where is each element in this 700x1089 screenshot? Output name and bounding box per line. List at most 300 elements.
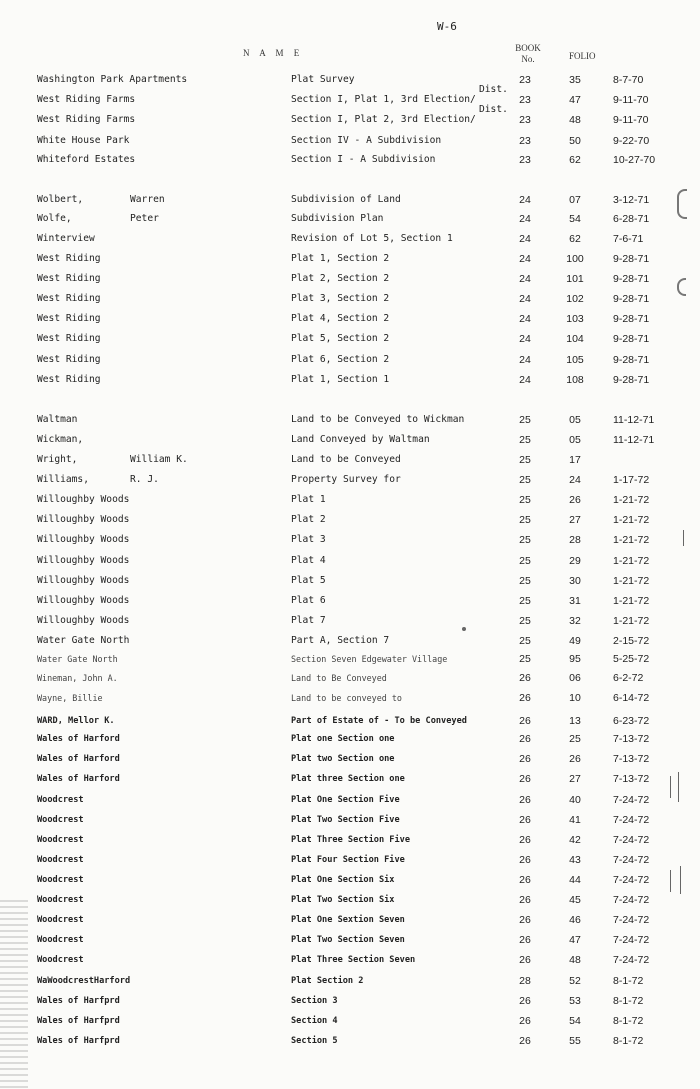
table-row: [0, 973, 700, 989]
entry-book-number: 25: [519, 414, 531, 426]
entry-name: Wolfe,: [37, 213, 72, 224]
entry-folio-number: 47: [569, 94, 581, 106]
entry-description: Land to be conveyed to: [291, 693, 402, 703]
entry-name: West Riding: [37, 374, 101, 385]
entry-folio-number: 103: [566, 313, 584, 325]
table-row: [0, 92, 700, 108]
entry-book-number: 26: [519, 794, 531, 806]
entry-description: Plat Three Section Five: [291, 835, 410, 845]
entry-date: 5-25-72: [613, 653, 650, 665]
entry-description: Plat 3, Section 2: [291, 293, 390, 304]
table-row: [0, 271, 700, 287]
table-row: [0, 291, 700, 307]
entry-book-number: 26: [519, 854, 531, 866]
entry-folio-number: 29: [569, 555, 581, 567]
entry-date: 1-21-72: [613, 575, 650, 587]
entry-name: Wolbert,: [37, 194, 84, 205]
entry-date: 7-13-72: [613, 733, 650, 745]
table-row: [0, 892, 700, 908]
table-row: [0, 633, 700, 649]
entry-book-number: 28: [519, 975, 531, 987]
entry-description: Section I, Plat 2, 3rd Election/: [291, 114, 476, 125]
entry-date: 6-23-72: [613, 715, 650, 727]
entry-folio-number: 46: [569, 914, 581, 926]
entry-date: 7-24-72: [613, 914, 650, 926]
entry-book-number: 24: [519, 273, 531, 285]
entry-book-number: 26: [519, 773, 531, 785]
dist-annotation: Dist.: [479, 104, 508, 115]
entry-book-number: 26: [519, 934, 531, 946]
entry-book-number: 26: [519, 1015, 531, 1027]
margin-line-mark: [670, 870, 671, 892]
entry-folio-number: 62: [569, 233, 581, 245]
entry-folio-number: 53: [569, 995, 581, 1007]
entry-name: Woodcrest: [37, 875, 84, 885]
entry-book-number: 26: [519, 672, 531, 684]
entry-folio-number: 47: [569, 934, 581, 946]
entry-book-number: 24: [519, 253, 531, 265]
entry-date: 1-21-72: [613, 494, 650, 506]
entry-date: 9-28-71: [613, 273, 650, 285]
entry-name: West Riding Farms: [37, 114, 136, 125]
entry-folio-number: 95: [569, 653, 581, 665]
entry-folio-number: 62: [569, 154, 581, 166]
entry-folio-number: 105: [566, 354, 584, 366]
entry-folio-number: 31: [569, 595, 581, 607]
entry-date: 9-28-71: [613, 313, 650, 325]
entry-folio-number: 42: [569, 834, 581, 846]
entry-book-number: 26: [519, 894, 531, 906]
entry-name: Wales of Harfprd: [37, 1036, 120, 1046]
entry-book-number: 25: [519, 635, 531, 647]
entry-date: 9-28-71: [613, 333, 650, 345]
entry-date: 8-1-72: [613, 975, 644, 987]
table-row: [0, 352, 700, 368]
table-row: [0, 452, 700, 468]
table-row: [0, 771, 700, 787]
scan-edge-artifact: [0, 900, 28, 1089]
entry-book-number: 26: [519, 874, 531, 886]
entry-description: Section I, Plat 1, 3rd Election/: [291, 94, 476, 105]
entry-folio-number: 50: [569, 135, 581, 147]
entry-name: WaWoodcrestHarford: [37, 976, 131, 986]
entry-book-number: 24: [519, 194, 531, 206]
entry-book-number: 25: [519, 494, 531, 506]
entry-folio-number: 05: [569, 414, 581, 426]
entry-book-number: 24: [519, 313, 531, 325]
entry-first-name: Peter: [130, 213, 159, 224]
table-row: [0, 932, 700, 948]
entry-name: Wickman,: [37, 434, 84, 445]
entry-folio-number: 17: [569, 454, 581, 466]
entry-date: 7-24-72: [613, 834, 650, 846]
entry-folio-number: 25: [569, 733, 581, 745]
entry-date: 7-24-72: [613, 854, 650, 866]
entry-date: 9-28-71: [613, 354, 650, 366]
table-row: [0, 713, 700, 729]
margin-line-mark: [683, 530, 684, 546]
entry-folio-number: 05: [569, 434, 581, 446]
entry-description: Plat One Sextion Seven: [291, 915, 405, 925]
ink-dot: [462, 627, 466, 631]
entry-date: 10-27-70: [613, 154, 656, 166]
entry-folio-number: 28: [569, 534, 581, 546]
entry-book-number: 23: [519, 94, 531, 106]
table-row: [0, 512, 700, 528]
entry-book-number: 26: [519, 692, 531, 704]
entry-description: Section Seven Edgewater Village: [291, 654, 448, 664]
entry-date: 8-1-72: [613, 995, 644, 1007]
entry-folio-number: 45: [569, 894, 581, 906]
entry-description: Part A, Section 7: [291, 635, 390, 646]
entry-book-number: 24: [519, 333, 531, 345]
entry-book-number: 24: [519, 213, 531, 225]
table-row: [0, 690, 700, 706]
entry-name: Woodcrest: [37, 835, 84, 845]
entry-name: Woodcrest: [37, 935, 84, 945]
entry-description: Plat 2: [291, 514, 326, 525]
entry-book-number: 23: [519, 135, 531, 147]
entry-name: Woodcrest: [37, 895, 84, 905]
entry-book-number: 25: [519, 653, 531, 665]
entry-name: West Riding: [37, 253, 101, 264]
entry-name: White House Park: [37, 135, 130, 146]
entry-book-number: 25: [519, 474, 531, 486]
entry-date: 9-22-70: [613, 135, 650, 147]
entry-folio-number: 101: [566, 273, 584, 285]
entry-folio-number: 54: [569, 213, 581, 225]
entry-description: Land to be Conveyed: [291, 454, 401, 465]
entry-description: Land Conveyed by Waltman: [291, 434, 430, 445]
table-row: [0, 211, 700, 227]
entry-date: 8-1-72: [613, 1015, 644, 1027]
entry-description: Revision of Lot 5, Section 1: [291, 233, 453, 244]
entry-date: 6-14-72: [613, 692, 650, 704]
entry-name: Wales of Harford: [37, 734, 120, 744]
entry-name: Wayne, Billie: [37, 693, 103, 703]
entry-folio-number: 24: [569, 474, 581, 486]
entry-name: Woodcrest: [37, 855, 84, 865]
entry-date: 2-15-72: [613, 635, 650, 647]
entry-book-number: 25: [519, 595, 531, 607]
table-row: [0, 1033, 700, 1049]
entry-book-number: 26: [519, 834, 531, 846]
table-row: [0, 372, 700, 388]
margin-line-mark: [670, 776, 671, 798]
entry-book-number: 23: [519, 74, 531, 86]
table-row: [0, 731, 700, 747]
entry-description: Plat 4, Section 2: [291, 313, 390, 324]
entry-date: 7-24-72: [613, 874, 650, 886]
entry-description: Section IV - A Subdivision: [291, 135, 442, 146]
book-header-line1: BOOK: [515, 43, 541, 53]
entry-book-number: 24: [519, 293, 531, 305]
entry-name: Woodcrest: [37, 815, 84, 825]
entry-name: Willoughby Woods: [37, 555, 130, 566]
entry-description: Section I - A Subdivision: [291, 154, 436, 165]
entry-name: Willoughby Woods: [37, 514, 130, 525]
entry-folio-number: 26: [569, 753, 581, 765]
table-row: [0, 532, 700, 548]
entry-folio-number: 48: [569, 114, 581, 126]
table-row: [0, 670, 700, 686]
entry-name: Wright,: [37, 454, 78, 465]
entry-folio-number: 35: [569, 74, 581, 86]
entry-book-number: 26: [519, 954, 531, 966]
entry-name: Willoughby Woods: [37, 494, 130, 505]
entry-name: West Riding: [37, 273, 101, 284]
entry-date: 1-17-72: [613, 474, 650, 486]
entry-folio-number: 32: [569, 615, 581, 627]
entry-book-number: 25: [519, 434, 531, 446]
entry-date: 7-13-72: [613, 753, 650, 765]
table-row: [0, 472, 700, 488]
table-row: [0, 912, 700, 928]
name-column-header: N A M E: [243, 48, 304, 58]
entry-folio-number: 55: [569, 1035, 581, 1047]
entry-description: Plat Four Section Five: [291, 855, 405, 865]
entry-description: Plat Section 2: [291, 976, 364, 986]
table-row: [0, 613, 700, 629]
entry-book-number: 26: [519, 715, 531, 727]
entry-description: Plat 5: [291, 575, 326, 586]
entry-date: 11-12-71: [613, 414, 655, 426]
entry-folio-number: 26: [569, 494, 581, 506]
entry-description: Plat Two Section Five: [291, 815, 400, 825]
table-row: [0, 432, 700, 448]
table-row: [0, 751, 700, 767]
entry-folio-number: 102: [566, 293, 584, 305]
entry-name: Wales of Harfprd: [37, 996, 120, 1006]
entry-description: Section 5: [291, 1036, 338, 1046]
entry-name: Wales of Harfprd: [37, 1016, 120, 1026]
table-row: [0, 492, 700, 508]
entry-name: West Riding: [37, 313, 101, 324]
entry-date: 1-21-72: [613, 514, 650, 526]
entry-description: Plat 1: [291, 494, 326, 505]
entry-folio-number: 13: [569, 715, 581, 727]
entry-folio-number: 54: [569, 1015, 581, 1027]
dist-annotation: Dist.: [479, 84, 508, 95]
table-row: [0, 832, 700, 848]
table-row: [0, 573, 700, 589]
entry-date: 1-21-72: [613, 615, 650, 627]
entry-book-number: 23: [519, 154, 531, 166]
entry-book-number: 25: [519, 615, 531, 627]
entry-book-number: 24: [519, 354, 531, 366]
entry-first-name: Warren: [130, 194, 165, 205]
entry-folio-number: 41: [569, 814, 581, 826]
entry-date: 7-24-72: [613, 814, 650, 826]
page-id: W-6: [437, 20, 457, 33]
table-row: [0, 192, 700, 208]
entry-name: Wineman, John A.: [37, 673, 118, 683]
entry-date: 9-28-71: [613, 253, 650, 265]
entry-book-number: 25: [519, 534, 531, 546]
entry-book-number: 25: [519, 454, 531, 466]
entry-name: Whiteford Estates: [37, 154, 136, 165]
entry-book-number: 24: [519, 233, 531, 245]
entry-folio-number: 104: [566, 333, 584, 345]
entry-date: 7-24-72: [613, 794, 650, 806]
table-row: [0, 112, 700, 128]
entry-description: Plat Two Section Six: [291, 895, 395, 905]
entry-folio-number: 108: [566, 374, 584, 386]
entry-book-number: 25: [519, 514, 531, 526]
table-row: [0, 872, 700, 888]
entry-name: West Riding: [37, 333, 101, 344]
folio-column-header: FOLIO: [569, 51, 596, 61]
entry-book-number: 26: [519, 733, 531, 745]
entry-description: Plat 3: [291, 534, 326, 545]
entry-folio-number: 07: [569, 194, 581, 206]
table-row: [0, 993, 700, 1009]
entry-description: Plat Three Section Seven: [291, 955, 416, 965]
margin-bracket-mark: [677, 189, 687, 219]
entry-name: Woodcrest: [37, 795, 84, 805]
entry-date: 1-21-72: [613, 555, 650, 567]
entry-folio-number: 52: [569, 975, 581, 987]
entry-folio-number: 100: [566, 253, 584, 265]
table-row: [0, 651, 700, 667]
entry-description: Plat 6: [291, 595, 326, 606]
entry-description: Plat 2, Section 2: [291, 273, 390, 284]
table-row: [0, 412, 700, 428]
entry-description: Part of Estate of - To be Conveyed: [291, 716, 467, 726]
table-row: [0, 311, 700, 327]
entry-date: 7-6-71: [613, 233, 644, 245]
entry-name: West Riding: [37, 354, 101, 365]
table-row: [0, 952, 700, 968]
entry-description: Plat 1, Section 1: [291, 374, 390, 385]
entry-book-number: 26: [519, 995, 531, 1007]
entry-description: Section 3: [291, 996, 338, 1006]
entry-description: Subdivision Plan: [291, 213, 384, 224]
entry-description: Plat three Section one: [291, 774, 405, 784]
entry-date: 3-12-71: [613, 194, 650, 206]
entry-folio-number: 06: [569, 672, 581, 684]
entry-description: Plat one Section one: [291, 734, 395, 744]
entry-description: Plat Two Section Seven: [291, 935, 405, 945]
entry-first-name: William K.: [130, 454, 188, 465]
margin-line-mark: [680, 866, 681, 894]
entry-date: 1-21-72: [613, 534, 650, 546]
entry-name: Winterview: [37, 233, 95, 244]
margin-bracket-mark: [677, 278, 686, 296]
entry-name: Wales of Harford: [37, 754, 120, 764]
table-row: [0, 1013, 700, 1029]
entry-description: Plat two Section one: [291, 754, 395, 764]
entry-name: Wales of Harford: [37, 774, 120, 784]
entry-description: Land to be Conveyed to Wickman: [291, 414, 465, 425]
entry-description: Section 4: [291, 1016, 338, 1026]
entry-name: Willoughby Woods: [37, 615, 130, 626]
entry-name: West Riding Farms: [37, 94, 136, 105]
table-row: [0, 251, 700, 267]
entry-description: Property Survey for: [291, 474, 401, 485]
entry-date: 8-7-70: [613, 74, 644, 86]
margin-line-mark: [678, 772, 679, 802]
entry-description: Plat 4: [291, 555, 326, 566]
table-row: [0, 231, 700, 247]
entry-folio-number: 10: [569, 692, 581, 704]
entry-folio-number: 27: [569, 514, 581, 526]
entry-date: 9-28-71: [613, 293, 650, 305]
entry-folio-number: 49: [569, 635, 581, 647]
entry-date: 9-11-70: [613, 94, 649, 106]
entry-description: Land to Be Conveyed: [291, 673, 387, 683]
entry-description: Plat One Section Six: [291, 875, 395, 885]
entry-book-number: 26: [519, 1035, 531, 1047]
entry-book-number: 25: [519, 575, 531, 587]
table-row: [0, 133, 700, 149]
entry-date: 7-13-72: [613, 773, 650, 785]
book-header-line2: No.: [521, 54, 535, 64]
entry-folio-number: 27: [569, 773, 581, 785]
entry-description: Plat 6, Section 2: [291, 354, 390, 365]
entry-name: Water Gate North: [37, 635, 130, 646]
entry-date: 8-1-72: [613, 1035, 644, 1047]
entry-description: Plat One Section Five: [291, 795, 400, 805]
entry-book-number: 26: [519, 814, 531, 826]
entry-date: 6-28-71: [613, 213, 650, 225]
entry-date: 6-2-72: [613, 672, 644, 684]
entry-description: Subdivision of Land: [291, 194, 401, 205]
entry-name: Willoughby Woods: [37, 534, 130, 545]
table-row: [0, 72, 700, 88]
entry-date: 11-12-71: [613, 434, 655, 446]
entry-name: Willoughby Woods: [37, 575, 130, 586]
entry-book-number: 24: [519, 374, 531, 386]
entry-folio-number: 48: [569, 954, 581, 966]
entry-name: Water Gate North: [37, 654, 118, 664]
entry-name: Washington Park Apartments: [37, 74, 188, 85]
table-row: [0, 593, 700, 609]
entry-description: Plat 5, Section 2: [291, 333, 390, 344]
entry-description: Plat 1, Section 2: [291, 253, 390, 264]
entry-name: Woodcrest: [37, 955, 84, 965]
table-row: [0, 812, 700, 828]
entry-book-number: 23: [519, 114, 531, 126]
table-row: [0, 792, 700, 808]
entry-folio-number: 43: [569, 854, 581, 866]
entry-folio-number: 44: [569, 874, 581, 886]
table-row: [0, 852, 700, 868]
entry-date: 9-11-70: [613, 114, 649, 126]
entry-book-number: 26: [519, 753, 531, 765]
entry-date: 7-24-72: [613, 894, 650, 906]
entry-name: Waltman: [37, 414, 78, 425]
entry-name: West Riding: [37, 293, 101, 304]
table-row: [0, 553, 700, 569]
entry-description: Plat 7: [291, 615, 326, 626]
entry-date: 9-28-71: [613, 374, 650, 386]
entry-book-number: 25: [519, 555, 531, 567]
entry-date: 1-21-72: [613, 595, 650, 607]
entry-folio-number: 30: [569, 575, 581, 587]
entry-date: 7-24-72: [613, 954, 650, 966]
entry-description: Plat Survey: [291, 74, 355, 85]
entry-first-name: R. J.: [130, 474, 159, 485]
entry-name: Williams,: [37, 474, 89, 485]
table-row: [0, 331, 700, 347]
entry-name: Woodcrest: [37, 915, 84, 925]
table-row: [0, 152, 700, 168]
entry-book-number: 26: [519, 914, 531, 926]
entry-date: 7-24-72: [613, 934, 650, 946]
entry-name: WARD, Mellor K.: [37, 716, 115, 726]
entry-name: Willoughby Woods: [37, 595, 130, 606]
